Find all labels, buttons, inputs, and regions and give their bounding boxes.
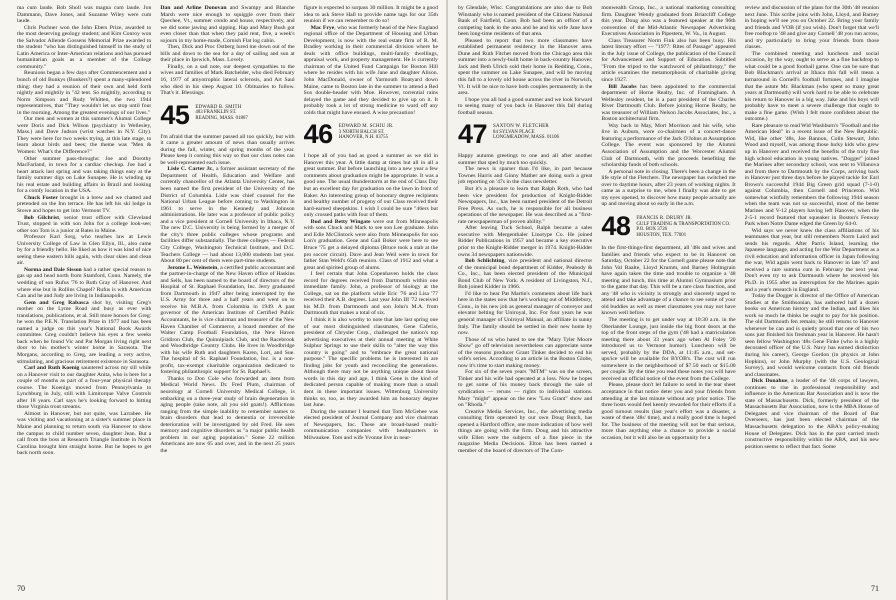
note-paragraph bbox=[160, 265, 294, 376]
class-secretary bbox=[195, 103, 247, 122]
class-header-48 bbox=[601, 210, 735, 241]
note-paragraph bbox=[745, 5, 879, 51]
secretary-address-line: HOUSTON, TEX. 77001 bbox=[636, 232, 687, 238]
paragraph-text: figure is expected to surpass 30 million. It might be a good idea to ask Steve Hall to provide name tags for our 35th reunion if we can remember to do so! bbox=[303, 5, 438, 25]
name-highlight: Chuck Foster bbox=[24, 194, 58, 201]
notes-block bbox=[160, 5, 294, 97]
note-paragraph bbox=[458, 153, 592, 166]
secretary-address-line: P.O. BOX 3726 bbox=[636, 227, 668, 233]
paragraph-text: Reunions began a few days after Commencement and a bunch of old Bunkys (Bunkers?) spent a many-splendored thing: they had a reunion of their own and held forth nightly and mightily in "42 tent. So mightily, according to Norm Simpson and Rudy Whitten, the two 1944 representatives, that "They wouldn't let us stop until four in the morning. Among the greatest evenings of our lives." bbox=[17, 70, 152, 116]
note-paragraph bbox=[17, 411, 151, 457]
paragraph-text: Pleased to report that two more classmates have established permanent residency in the Hanover area. Dune and Ruth Fitchet moved from the Chicago area this summer into a newly-built home in back-country Hanover. Jack and Beth Ulrich sold their home in Redding, Conn., spent the summer on Lake Sunapee, and will be moving this fall to a lovely old house across the river in Norwich, Vt. It will be nice to have both couples permanently in the area. bbox=[458, 37, 593, 97]
paragraph-text: Creative Media Services, Inc., the advertising media consulting firm operated by our own Doug Butch, has opened a Hartford office, one more indication of how well things are going with the firm. Doug and his attractive wife Ellen were the subjects of a fine piece in the magazine Media Decisions. Elton has been named a member of the board of directors of The Com- bbox=[458, 408, 593, 454]
notes-block bbox=[304, 5, 438, 116]
class-secretary bbox=[493, 122, 559, 141]
note-paragraph bbox=[601, 382, 735, 441]
left-column-3 bbox=[304, 5, 438, 583]
note-paragraph bbox=[17, 267, 151, 300]
note-paragraph bbox=[601, 317, 735, 382]
secretary-address-line: LONGMEADOW, MASS. 01106 bbox=[493, 135, 559, 141]
class-year-number: 45 bbox=[160, 99, 190, 130]
secretary-name: EDWARD B. SMITH bbox=[195, 104, 242, 110]
secretary-address-line: HANOVER, N.H. 03755 bbox=[338, 135, 389, 141]
secretary-name: EDWARD M. SCHIU JR. bbox=[338, 124, 394, 130]
note-paragraph bbox=[160, 376, 294, 455]
note-paragraph bbox=[160, 64, 294, 97]
secretary-address-line: GULF TRADING & TRANSPORTATION CO. bbox=[636, 221, 731, 227]
paragraph-text: I hope you all had a good summer and we look forward to seeing many of you back in Hanover this fall during football season. bbox=[458, 96, 593, 116]
note-paragraph bbox=[745, 293, 879, 378]
secretary-name: FRANCIS R. DRURY JR. bbox=[636, 215, 693, 221]
note-paragraph bbox=[17, 300, 151, 365]
paragraph-text: , vice president and national director of the municipal bond department of Kidder, Peabody & Co., Inc., has been elected president of the Municipal Bond Club of New York. A resident of Livingston, N.J., Bob joined Kidder in 1966. bbox=[458, 258, 593, 291]
note-paragraph bbox=[17, 215, 151, 235]
paragraph-text: For six of the seven years "MTM" was on the screen, Tinker and his wife had operated at a loss. Now he hopes to get some of his money back through the sale of syndication — reruns — rights to individual stations. Mary "might" appear on the new "Lou Grant" show and on "Rhoda." bbox=[458, 369, 593, 409]
class-header-45 bbox=[160, 99, 294, 130]
paragraph-text: Professor Karl Sorg, who teaches law at Lewis University College of Law in Glen Ellyn, Ill., also came by for a friendly hello. He liked as how it was kind of nice seeing these eastern hills again, with clear skies and clean air. bbox=[17, 234, 152, 267]
note-paragraph bbox=[458, 5, 592, 38]
paragraph-text: The news is sparser than I'd like, in part because Townes Harris and Ginny Mather are doing such a great job reporting on '47s in the class newsletter. bbox=[458, 166, 593, 186]
note-paragraph bbox=[601, 245, 735, 317]
note-paragraph bbox=[601, 123, 735, 169]
note-paragraph bbox=[17, 365, 151, 411]
class-year-number: 47 bbox=[458, 119, 488, 150]
paragraph-text: were out from Minneapolis with sons Chuck and Mark to see son Lee graduate. John and Edie McClintock were also from Minneapolis for son Lon's graduation. Gene and Gail Boker were here to see Bruce '75 get a delayed diploma (Bruce took a stab at the pro soccer circuit). Dave and Jean Weil were in town for father Stan Weld's 65th reunion. Class of 1912 and what a great and spirited group of alums. bbox=[303, 218, 438, 271]
paragraph-text: Way back in May, Mort Morrison and his wife, who live in Auburn, were co-chairmen of a concert-dance featuring a performance of the Jack O'Johns at Assumption College. The event was sponsored by the Alumni Association of Assumption and the Worcester Alumni Club of Dartmouth, with the proceeds benefiting the scholarship funds of both schools. bbox=[601, 122, 736, 169]
note-paragraph bbox=[304, 153, 438, 218]
paragraph-text: Today the Dogger is director of the Office of American Studies at the Smithsonian, has authored half a dozen books on American history and the Indian, and likes his work so much he thinks he ought to pay for his position. The old Dartmouth fen remain; he still returns to Hanover whenever he can and is quietly proud that one of his two sons just finished his freshman year in Hanover. He hasn't seen fellow Washington '48s Gene Finke (who is a highly decorated officer of the U.S. Navy has earned distinction during his career), George Gordon (in physics at John Hopkins), or John Murphy (with the U.S. Geological Survey), and would welcome contacts from old friends and classmates. bbox=[744, 293, 879, 378]
paragraph-text: Then, Dick and Proc Ostberg lured me down out of the hills and down to the sea for a day of sailing and sun at their place in Ipswich, Mass. Lovely. bbox=[160, 44, 295, 64]
name-highlight: Dick Donahue bbox=[751, 378, 788, 385]
note-paragraph bbox=[458, 166, 592, 186]
paragraph-text: Rare pleasure to read Wid Washburn's "Football and the American Ideal" in a recent issue of the New Republic. Wid, like other '48s, Joe Bannon, Colin Stewart, John Wood and myself, was among those lucky kids who grew up in Hanover and received the benefits of the truly fine high school education in young natives. "Dogger" joined the Marines after secondary school, was sent to Villanova and from there to Dartmouth by the Corps, arriving back in Hanover just three days before he played tackle for Earl Brown's successful 1944 Big Green grid squad (7-1-0) against Columbia, then Cornell and Princeton. Wid somewhat wistfully remembers the following 1944 season when the team was not so successful, most of the better Marines and V-12 players having left Hanover, when the 2-5-1 record featured that squeaker in Boston's Fenway Park when Notre Dame edged the Green by 64-0. bbox=[744, 122, 879, 228]
paragraph-text: I hope all of you had as good a summer as we did in Hanover this year. A little damp at times but all in all a great summer. But before launching into a new year a few comments about graduation might be appropriate. It was a good one. The usual thunderstorm at the end of Class Day but an excellent day for graduation on the lawn in front of Baker. An interesting group of honorary degree recipients and healthy number of progeny of our Class received their hard-earned sheepskins. I wish I could be sure "46ers but only crossed paths with four of them. bbox=[303, 153, 438, 219]
paragraph-text: Please, please don't let failure to send in the tear sheet acceptance in that notice deter you and your friends from attending at the last minute without any prior notice. The three hosts would feel keenly rewarded for their efforts if a good turnout results (last year's effort was a disaster, a waste of these '48s' time), and a really good time is hoped for. The business of the meeting will not be that serious, more than anything else a chance to provide a social occasion, but it will also be an opportunity for a bbox=[601, 382, 736, 441]
paragraph-text: sauntered across my sill while on a Hanover visit to our daughter Anita, who is here for a couple of months as part of a four-year physical therapy course. The Koenigs moved from Pennsylvania to Lynchburg in July, still with Limitorque Valve Controls after 18 years. Carl says he's looking forward to hitting those Virginia trout streams. bbox=[17, 365, 152, 411]
class-header-46 bbox=[303, 119, 438, 150]
paragraph-text: Our men and women at this summer's Alumni College were Doris and Dick Wilson (psychiatry in Wellesley, Mass.) and Dave Judson (wrist watches in N.Y. City). They were here for two weeks trying, at this late stage, to learn about birds and bees; the theme was "Men & Women: What's the Difference?" bbox=[17, 116, 152, 156]
paragraph-text: A personal note in closing. There's been a change in the life style of the Fletchers. The newspaper has switched me over to daytime hours, after 23 years of working nights. It came as a surprise to me, when I finally was able to get my eyes opened, to discover how many people actually are up and moving about so early in the a.m. bbox=[601, 168, 736, 208]
class-secretary bbox=[636, 214, 730, 238]
note-paragraph bbox=[458, 186, 592, 225]
note-paragraph bbox=[304, 25, 438, 117]
secretary-address-line: 483 FRANKLIN ST. bbox=[195, 110, 237, 116]
paragraph-text: I'm afraid that the summer passed all too quickly, but with it came a greater amount of news than usually arrives during the fall, winter, and spring months of the year. Please keep it coming this way so that our class notes can be well-represented each issue. bbox=[160, 133, 295, 166]
name-highlight: Mac Frye bbox=[310, 24, 335, 31]
class-year-number: 48 bbox=[601, 210, 631, 241]
paragraph-text: brought in a brew and we chatted and pretended on the Inn terrace. He has left his ski lodge in Stowe and hopes to get into Vermont TV. bbox=[17, 194, 152, 214]
note-paragraph bbox=[601, 169, 735, 208]
note-paragraph bbox=[458, 291, 592, 337]
name-highlight: Jerome L. Weinstein bbox=[167, 264, 218, 271]
note-paragraph bbox=[458, 225, 592, 258]
name-highlight: Norma and Dale Sisson bbox=[24, 266, 82, 273]
paragraph-text: has been appointed to the commercial department of Horne Realty, Inc. of Framingham. A Wellesley resident, he is a past president of the Charles River Dartmouth Club. Before joining Horne Realty, he was treasurer of William Nelson Jacobs Associates, Inc., a Boston architectural firm. bbox=[601, 83, 736, 123]
right-page bbox=[448, 0, 896, 600]
paragraph-text: Finally, on a sad note, our deepest sympathies to the wives and families of Mark Batchelder, who died February 16, 1977 of amyotrophic lateral sclerosis, and Art Saul who died in his sleep August 10. Obituaries to follow. That's it. Blessings. bbox=[160, 63, 295, 97]
right-column-2 bbox=[601, 5, 735, 583]
page-number: 70 bbox=[17, 584, 25, 593]
note-paragraph bbox=[17, 5, 151, 25]
paragraph-text: , a certified public accountant and the partner-in-charge of the New Haven office of Haskins and Sells, has been named to the board of directors of the Hospital of St. Raphael Foundation, Inc. Jerry graduated from Dartmouth in 1947 after being interrupted by the U.S. Army for three and a half years and went on to receive his M.B.A. from Columbia in 1949. A past governor of the American Institute of Certified Public Accountants, he is vice chairman and treasurer of the New Haven Chamber of Commerce, a board member of the Walter Camp Football Foundation, the New Haven Gridiron Club, the Quinnipiack Club, and the Racebrook and Woodbridge Country Clubs. He lives in Woodbridge with his wife Ruth and daughters Karen, Lori, and Sue. The hospital of St. Raphael Foundation, Inc. is a non-profit, tax-exempt charitable organization dedicated to fostering philanthropic support for St. Raphael's. bbox=[160, 264, 295, 376]
note-paragraph bbox=[458, 38, 592, 97]
name-highlight: Bud and Betty Wingate bbox=[310, 218, 371, 225]
paragraph-text: Happy autumn greetings to one and all after another summer that sped by much too quickly. bbox=[458, 153, 593, 166]
note-paragraph bbox=[601, 5, 735, 38]
name-highlight: Gem and Greg Rabasca bbox=[24, 299, 89, 306]
note-paragraph bbox=[17, 116, 151, 155]
paragraph-text: Wid says we never knew the class affiliations of his teammates that year, but still remembers Norm Laird and sends his regards. After Parris Island, learning the Japanese language, and acting for the War Department as a civil education and information officer in Japan following the war, Wid again went back to Hanover in late '47 and received a rare summa cum in February the next year. Don't even try to ask Dartmouth where he received his Ph.D. in 1955 after an interruption for the Marines again and a year's research in England. bbox=[744, 227, 879, 293]
paragraph-text: I'd like to hear Pat Martin's comments about life back here in the states now that he's working out of Middlebury, Conn., in his new job as general manager of conveyor and elevator belting for Uniroyal, Inc. For four years he was general manager of Uniroyal Manual, an affiliate in sunny Italy. The family should be settled in their new home by now. bbox=[458, 290, 593, 337]
note-paragraph bbox=[458, 369, 592, 408]
note-paragraph bbox=[17, 234, 151, 267]
notes-block bbox=[745, 5, 879, 450]
paragraph-text: Thanks to Don Cole who forwarded an item from Medical World News. Dr. Fred Plum, chairman of neurology at Cornell University Medical College, is embarking on a three-year study of brain degeneration in aging people (take note, all you old goats!). Afflictions ranging from the simple inability to remember names to brain disorders that lead to dementia or irreversible deterioration will be investigated by old Fred. He sees memory and cognitive disorders as "a major public health problem in our aging population." Some 22 million Americans are now 65 and over, and in the next 25 years the bbox=[160, 375, 295, 454]
note-paragraph bbox=[304, 317, 438, 409]
paragraph-text: review and discussion of the plans for the 30th '48 reunion next June. This scribe joins with John, Lloyd, and Barney in hoping we'll see you on October 22. Bring your family and friends and VOB (if you wish). Don't forget that we'll free rooftop to '48 and give any Cornell '48 you run across, and try particularly to bring your friends from those classes. bbox=[744, 5, 879, 51]
note-paragraph bbox=[304, 271, 438, 317]
name-highlight: Bob Schlichting bbox=[465, 258, 505, 265]
note-paragraph bbox=[458, 409, 592, 455]
note-paragraph bbox=[458, 97, 592, 117]
paragraph-text: Those of us who hated to see the "Mary Tyler Moore Show" go off television nevertheless can appreciate some of the reasons producer Grant Tinker decided to end his wife's series. According to an article in the Boston Globe, now it's time to start making money. bbox=[458, 336, 593, 369]
paragraph-text: ma cum laude. Bob Sholl was magna cum laude. Jon Dammann, Dave Jones, and Suzanne Wiley were cum laude. bbox=[17, 5, 152, 25]
paragraph-text: But it's a pleasure to learn that Ralph Roth, who had been vice president for production of Knight-Ridder Newspapers, Inc., has been named president of the Detroit Free Press. As such, he is responsible for all business operations of the newspaper. He was described as a "first-rate newspaperman of proven ability." bbox=[458, 186, 593, 225]
notes-block bbox=[601, 5, 735, 208]
notes-block bbox=[458, 153, 592, 454]
secretary-address-line: 3 NORTH BALCH ST. bbox=[338, 129, 385, 135]
left-column-2 bbox=[160, 5, 294, 583]
note-paragraph bbox=[160, 166, 294, 264]
note-paragraph bbox=[17, 70, 151, 116]
paragraph-text: The combined meeting and luncheon and social occasion, by the way, ought to serve as a fine backdrop to what could be a good football game. One can be sure that Bob Blackman's arrival at Ithaca this fall will mean a turnaround in Cornell's football fortunes, and I imagine that the astute Mr. Blackman (who spent so many great years at Dartmouth) will work hard to be able to celebrate his return to Hanover in a big way. Jake and his boys will probably have to meet a severe challenge that ought to make a fine game. (Wish I felt more confident about the outcome.) bbox=[744, 50, 879, 123]
note-paragraph bbox=[304, 219, 438, 271]
page-number: 71 bbox=[871, 584, 879, 593]
note-paragraph bbox=[17, 25, 151, 71]
note-paragraph bbox=[458, 337, 592, 370]
secretary-address-line: READING, MASS. 01867 bbox=[195, 115, 248, 121]
class-year-number: 46 bbox=[303, 119, 333, 150]
paragraph-text: I think it is also worthy to note that late last spring one of our most distinguished classmates, Gene Caferio, president of Chrysler Corp., challenged the nation's top advertising executives at their annual meeting at White Sulphur Springs to use their skills to "alter the way this country is going" and to "embrace the great national purpose." The specific problems he is interested in are finding jobs for youth and reconciling the generations. Although there may not be anything unique about those words in this day and age, I think Gene is the kind of dedicated person capable of making more than a small dent in these important issues. Wittenburg University thinks so, too, as they awarded him an honorary degree last June. bbox=[303, 316, 438, 409]
note-paragraph bbox=[601, 84, 735, 123]
name-highlight: Dan and Arline Donovan bbox=[160, 5, 227, 11]
right-column-3 bbox=[745, 5, 879, 583]
paragraph-text: and Swampy and Blanche Marsh were nice enough to squiggle over from their Quechee, Vt., summer condo and house, respectively, and we did some jawing and sipping. Hap and Mary Bush got even closer than that when they paid rent, five, a week's sojourn in my home-made, Cornish Flat log cabin. bbox=[160, 5, 295, 44]
name-highlight: Carl and Ruth Koenig bbox=[24, 365, 80, 372]
paragraph-text: monwealth Group, Inc., a national marketing consulting firm. Daughter Wendy graduated from Briarcliff College this year. Doug also was a featured speaker at the 96th convention of the Mid-Atlantic Newspaper Advertising Executives Association in Pipestem, W. Va., in August. bbox=[601, 5, 736, 38]
class-secretary bbox=[339, 122, 394, 141]
paragraph-text: Class Treasurer Norm Fink also has been busy. His latest literary effort — "1977: Rites of Passage" appeared in the July issue of College, the publication of the Council for Advancement and Support of Education. Subtitled "From the tripod to the watchword of philanthropy," the article examines the metamorphosis of charitable giving since 1927. bbox=[601, 37, 736, 84]
paragraph-text: by Glendale, Wisc. Congratulations are also due to Bob Winstanly who is named president of the Citizens National Bank of Fairfield, Conn. Bob had been an officer of a competing bank in the area and he and his wife Jane have been long-time residents of that area. bbox=[458, 5, 593, 38]
note-paragraph bbox=[160, 134, 294, 167]
secretary-name: SAXTON W. FLETCHER bbox=[493, 124, 549, 130]
notes-block bbox=[160, 134, 294, 455]
note-paragraph bbox=[745, 51, 879, 123]
note-paragraph bbox=[745, 378, 879, 450]
left-page-columns bbox=[17, 5, 438, 583]
paragraph-text: During the summer I learned that Tom McGehee was elected president of Journal Company and vice chairman of Newspapers, Inc. These are broad-based multi-communication companies with headquarters in Milwaukee. Tom and wife Yvonne live in near- bbox=[303, 408, 438, 441]
paragraph-text: shot by, visiting Greg's mother on the Lyme Road and busy as ever with translations, publications, et al. Still more honors for Greg: he won the P.E.N. Translation Prize in 1977 and has been named a judge on this year's National Book Awards committee. Greg couldn't believe his eyes a few weeks back when he found Vic and Pat Morgan living right next door to his mother's winter home in Sarasota. The Morgans, according to Greg, are leading a very active, stimulating, and gracious retirement existence in Sarasota. bbox=[17, 299, 152, 365]
paragraph-text: I feel certain that John Copenhaven holds the class record for degrees received from Dartmouth within one immediate family. John, a professor of biology at the College, sat on the platform while Eric '76 and Lisa '77 received their A.B. degrees. Last year John III '72 received his M.D. from Dartmouth and son John's M.A. from Dartmouth that makes a total of six. bbox=[303, 271, 438, 317]
paragraph-text: In the first-things-first department, all '48s and wives and families and friends who expect to be in Hanover on Saturday, October 22 for the Cornell game please note that John Val Raalte, Lloyd Krumm, and Barney Holmgrain have again taken the time and trouble to organize a '48 meeting and lunch, this time at Alumni Gymnasium prior to the game that day. This will be a rare class function, and any '48 who is vicinity is strongly and sincerely urged to attend and take advantage of a chance to see some of your old buddies as well as meet classmates you may not have known well before. bbox=[601, 244, 736, 317]
name-highlight: Bob Gilchrist bbox=[24, 214, 60, 221]
right-page-columns bbox=[458, 5, 879, 583]
paragraph-text: Other summer pass-throughs: Joe and Dorothy MacFarland, in town for a cardiac checkup. Joe had a heart attack last spring and was taking things easy at the family summer digs on Lake Sunapee. He is winding up his real estate and building affairs in Brazil and looking for a comfy location in the USA. bbox=[17, 155, 152, 195]
paragraph-text: , a former assistant secretary of the Department of Health, Education and Welfare and currently chancellor of the Atlanta University Center, has been named the first president of the University of the District of Columbia. Lisle was chief counsel for the National Urban League before coming to Washington in 1961 to serve in the Kennedy and Johnson administrations. He later was a professor of public policy and a vice president at Cornell University in Ithaca, N.Y. The new D.C. University is being formed by a merger of the city's three public colleges whose programs and facilities differ substantially. The three colleges — Federal City College, Washington Technical Institute, and D.C. Teachers College — had about 13,000 students last year. About 80 per cent of them were part-time students. bbox=[160, 166, 295, 265]
note-paragraph bbox=[601, 38, 735, 84]
note-paragraph bbox=[160, 44, 294, 64]
paragraph-text: After leaving Tuck School, Ralph became a sales executive with Mergenthaler Linotype Co. He joined Ridder Publications in 1957 and became a key executive prior to the Knight-Ridder merger in 1974. Knight-Ridder owns 34 newspapers nationwide. bbox=[458, 225, 593, 258]
paragraph-text: , senior trust officer with Cleveland Trust, stopped in with son John for a college look-see; other son Tom is a junior at Bates in Maine. bbox=[17, 214, 152, 234]
notes-block bbox=[458, 5, 592, 116]
notes-block bbox=[601, 245, 735, 441]
name-highlight: Bill Jacobs bbox=[608, 83, 637, 90]
class-header-47 bbox=[458, 119, 592, 150]
note-paragraph bbox=[304, 5, 438, 25]
notes-block bbox=[304, 153, 438, 441]
note-paragraph bbox=[304, 409, 438, 442]
note-paragraph bbox=[745, 228, 879, 293]
paragraph-text: , who was formerly head of the New England regional office of the Department of Housing and Urban Development, is now with the real estate firm of R. M. Bradley working in their commercial division where he deals with office buildings, multi-family dwellings, appraisal work, and property management. He is currently chairman of the United Fund Campaign for Boston Hill where he resides with his wife Jane and daughter Alison. John MacDonald, owner of Yarmouth Boatyard down Maine, came to Boston late in the summer to attend a Red Sox double-header with Moe. However, torrential rains delayed the game and they decided to give up on it. It probably took a lot of strong medicine to ward off any colds that might have ensued. A wise precaution! bbox=[303, 24, 438, 116]
note-paragraph bbox=[17, 195, 151, 215]
note-paragraph bbox=[160, 5, 294, 44]
paragraph-text: had a rather special reason to gas up and head north from Stamford, Conn. Namely, the wedding of son Rufus '76 to Ruth Gray of Hanover. And where else but in Rollins Chapel? Rufus is with American Can and he and Judy are living in Indianapolis. bbox=[17, 266, 152, 300]
right-column-1 bbox=[458, 5, 592, 583]
paragraph-text: The meeting is to get under way at 10:30 a.m. in the Oberlander Lounge, just inside the big front doors at the top of the front steps of the gym ('48 had a matriculation meeting there about 33 years ago when Al Foley '20 introduced us to Vermont humor). Luncheon will be served, probably by the DDA, at 11:45 a.m., and set-ups/ice will be available for BYOB's. The cost will run somewhere in the neighborhood of $7.50 each or $15.00 per couple. By the time you read these notes you will have received an official notice of the event from the College. bbox=[601, 316, 736, 382]
name-highlight: Lisle C. Carter Jr. bbox=[167, 166, 213, 173]
note-paragraph bbox=[17, 156, 151, 195]
notes-block bbox=[17, 5, 151, 457]
paragraph-text: , a leader of the '48 corps of lawyers, continues to rise in professional responsibility and influence in the American Bar Association and is now the state of Massachusetts. Dick, formerly president of the Massachusetts Bar Association, now is the MBA House of Delegates and vice chairman of the Board of Bar Overseers, has just been elected chairman of the Massachusetts delegation to the ABA's policy-making House of Delegates. Dick has in the past carried much constructive responsibility within the ABA, and his new position seems to reflect that fact. Some bbox=[744, 378, 879, 450]
left-column-1 bbox=[17, 5, 151, 583]
note-paragraph bbox=[458, 258, 592, 291]
paragraph-text: Almost in Hanover, but not quite, was Larrabee. He was visiting and vacationing at a sister's summer place in Maine and planning to return south via Hanover to show the campus to child number seven, daughter Jean. But a call from the boss at Research Triangle Institute in North Carolina brought him straight home. But he hopes to get back north soon. bbox=[17, 410, 152, 457]
paragraph-text: Chris Puchner won the John Ebers Prize, awarded to the most deserving geology student; and Kim Conroy won the Salvador Allende Gossens Memorial Prize awarded to the student "who has distinguished himself in the study of Latin America or Inter-American relations and has pursued humanitarian goals as a member of the College community." bbox=[17, 24, 152, 70]
secretary-address-line: 84 SYLVAN PLACE bbox=[493, 129, 535, 135]
note-paragraph bbox=[745, 123, 879, 228]
